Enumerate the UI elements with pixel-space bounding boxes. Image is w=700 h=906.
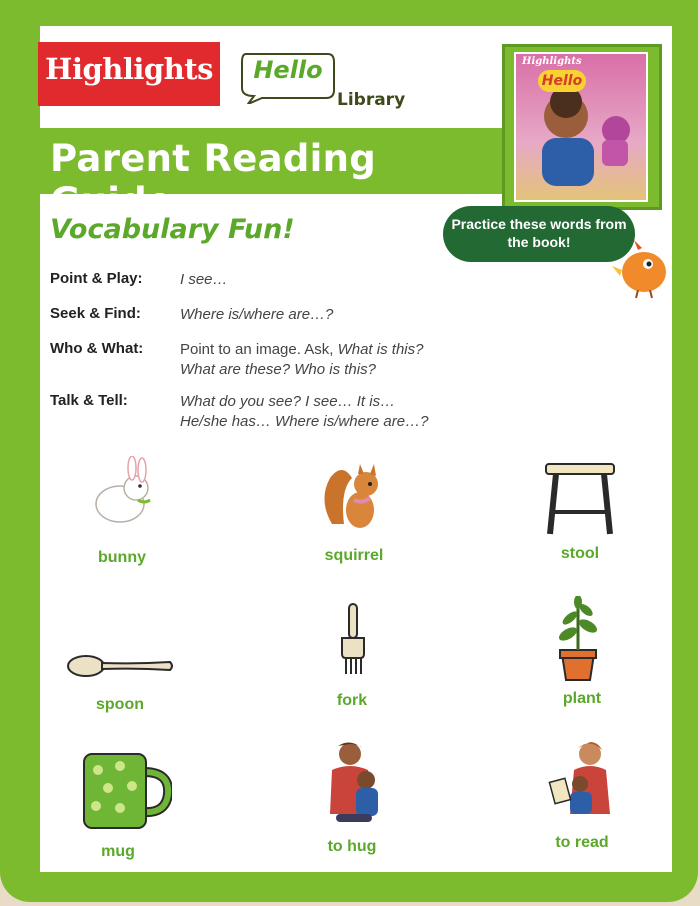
- section-heading: Vocabulary Fun!: [50, 214, 295, 245]
- prompt-example: What do you see? I see… It is…: [180, 393, 396, 410]
- word-label-squirrel: squirrel: [324, 547, 384, 564]
- bunny-icon: [86, 456, 160, 532]
- prompt-text-talk-tell: [180, 392, 428, 432]
- prompt-text-seek-find: [180, 305, 333, 325]
- read-icon: [548, 740, 618, 820]
- word-label-spoon: spoon: [96, 696, 144, 713]
- prompt-example: What are these? Who is this?: [180, 361, 376, 378]
- practice-callout: Practice these words from the book!: [443, 206, 635, 262]
- word-label-to-read: to read: [555, 834, 609, 851]
- bird-icon: [608, 238, 672, 300]
- hello-logo-text: Hello: [253, 56, 323, 84]
- stool-icon: [544, 462, 616, 536]
- logo-text: Highlights: [45, 52, 213, 86]
- word-label-plant: plant: [562, 690, 602, 707]
- highlights-logo: [38, 42, 220, 106]
- hug-icon: [322, 740, 386, 826]
- prompt-example: What is this?: [337, 341, 424, 358]
- prompt-label-talk-tell: Talk & Tell:: [50, 392, 128, 409]
- page-title: Parent Reading Guide: [50, 137, 377, 223]
- library-text: Library: [337, 90, 406, 110]
- title-banner: [36, 128, 508, 223]
- word-label-stool: stool: [560, 545, 600, 562]
- word-label-fork: fork: [336, 692, 368, 709]
- book-logo: Highlights: [522, 56, 582, 67]
- book-title: Hello: [538, 70, 586, 92]
- prompt-example: He/she has… Where is/where are…?: [180, 413, 429, 430]
- plant-icon: [550, 596, 606, 682]
- word-label-to-hug: to hug: [327, 838, 377, 855]
- prompt-text-point-play: [180, 270, 228, 290]
- prompt-label-seek-find: Seek & Find:: [50, 305, 141, 322]
- prompt-example: I see…: [180, 271, 228, 288]
- mug-icon: [80, 748, 172, 832]
- prompt-label-point-play: Point & Play:: [50, 270, 143, 287]
- prompt-example: Where is/where are…?: [180, 306, 334, 323]
- word-label-mug: mug: [101, 843, 135, 860]
- prompt-label-who-what: Who & What:: [50, 340, 144, 357]
- prompt-instruction: Point to an image. Ask,: [180, 341, 338, 358]
- prompt-text-who-what: [180, 340, 423, 380]
- word-label-bunny: bunny: [98, 549, 146, 566]
- spoon-icon: [66, 650, 174, 682]
- squirrel-icon: [318, 460, 388, 534]
- fork-icon: [338, 602, 368, 676]
